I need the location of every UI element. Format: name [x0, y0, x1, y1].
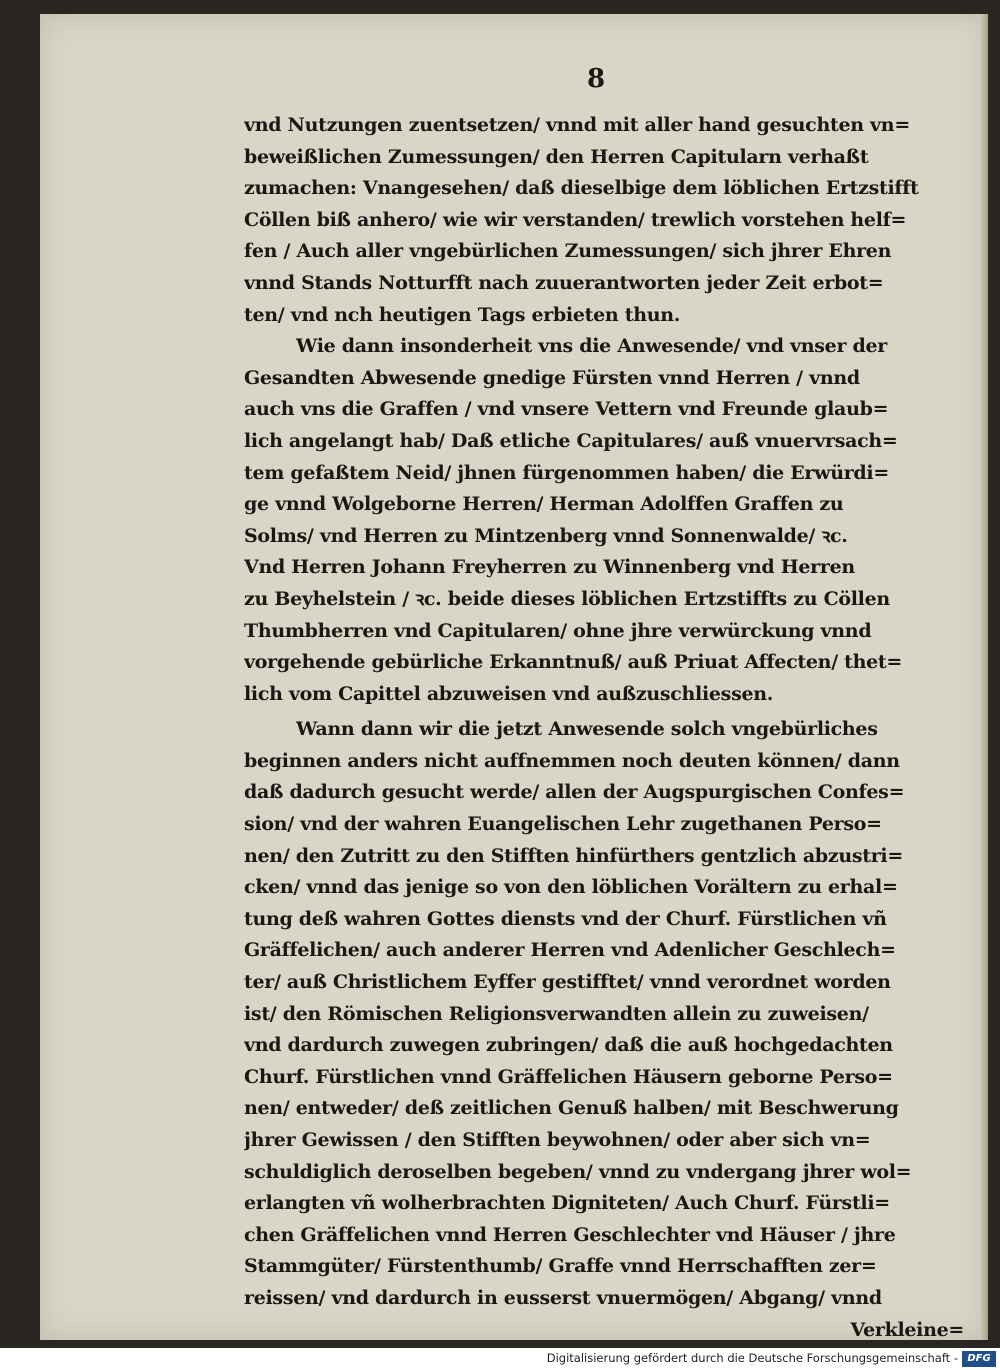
text-line: lich vom Capittel abzuweisen vnd außzuschliessen. [244, 682, 774, 705]
text-line: fen / Auch aller vngebürlichen Zumessungen/ sich jhrer Ehren [244, 240, 892, 263]
text-line: vnd dardurch zuwegen zubringen/ daß die auß hochgedachten [244, 1034, 893, 1057]
text-line: vorgehende gebürliche Erkanntnuß/ auß Priuat Affecten/ thet= [244, 651, 903, 674]
text-line: vnnd Stands Notturfft nach zuuerantworten jeder Zeit erbot= [244, 271, 884, 294]
text-line: Cöllen biß anhero/ wie wir verstanden/ trewlich vorstehen helf= [244, 208, 907, 231]
text-line: reissen/ vnd dardurch in eusserst vnuermögen/ Abgang/ vnnd [244, 1286, 882, 1309]
text-line: ist/ den Römischen Religionsverwandten allein zu zuweisen/ [244, 1002, 869, 1025]
text-line: Thumbherren vnd Capitularen/ ohne jhre verwürckung vnnd [244, 619, 872, 642]
text-line: zumachen: Vnangesehen/ daß dieselbige dem löblichen Ertzstifft [244, 177, 919, 200]
page-number: 8 [586, 64, 606, 94]
text-line: Wie dann insonderheit vns die Anwesende/ vnd vnser der [296, 335, 887, 358]
text-line: ge vnnd Wolgeborne Herren/ Herman Adolffen Graffen zu [244, 493, 844, 516]
text-line: Vnd Herren Johann Freyherren zu Winnenberg vnd Herren [244, 556, 855, 579]
text-line: beginnen anders nicht auffnemmen noch deuten können/ dann [244, 749, 900, 772]
text-line: auch vns die Graffen / vnd vnsere Vettern vnd Freunde glaub= [244, 398, 889, 421]
text-line: schuldiglich deroselben begeben/ vnnd zu vndergang jhrer wol= [244, 1160, 912, 1183]
text-line: vnd Nutzungen zuentsetzen/ vnnd mit aller hand gesuchten vn= [244, 114, 910, 136]
text-line: zu Beyhelstein / ꝛc. beide dieses löblichen Ertzstiffts zu Cöllen [244, 587, 890, 610]
body-text [244, 110, 964, 1346]
text-line: Gräffelichen/ auch anderer Herren vnd Adenlicher Geschlech= [244, 939, 896, 962]
text-line: beweißlichen Zumessungen/ den Herren Capitularn verhaßt [244, 145, 869, 168]
text-line: cken/ vnnd das jenige so von den löblichen Vorältern zu erhal= [244, 876, 898, 899]
text-line: daß dadurch gesucht werde/ allen der Augspurgischen Confes= [244, 781, 905, 804]
text-line: lich angelangt hab/ Daß etliche Capitulares/ auß vnuervrsach= [244, 429, 898, 452]
text-line: tung deß wahren Gottes diensts vnd der Churf. Fürstlichen vñ [244, 907, 887, 930]
text-line: chen Gräffelichen vnnd Herren Geschlechter vnd Häuser / jhre [244, 1223, 896, 1246]
text-line: Stammgüter/ Fürstenthumb/ Graffe vnnd Herrschafften zer= [244, 1255, 877, 1278]
footer-bar [0, 1348, 1000, 1370]
text-line: tem gefaßtem Neid/ jhnen fürgenommen haben/ die Erwürdi= [244, 461, 889, 484]
text-line: Gesandten Abwesende gnedige Fürsten vnnd Herren / vnnd [244, 366, 860, 389]
text-line: ten/ vnd nch heutigen Tags erbieten thun. [244, 303, 681, 326]
text-line: nen/ den Zutritt zu den Stifften hinfürthers gentzlich abzustri= [244, 844, 903, 867]
text-line: ter/ auß Christlichem Eyffer gestifftet/ vnnd verordnet worden [244, 971, 891, 994]
text-line: Solms/ vnd Herren zu Mintzenberg vnnd Sonnenwalde/ ꝛc. [244, 524, 848, 547]
text-line: sion/ vnd der wahren Euangelischen Lehr zugethanen Perso= [244, 813, 882, 836]
text-line: jhrer Gewissen / den Stifften beywohnen/ oder aber sich vn= [244, 1129, 871, 1151]
text-line: nen/ entweder/ deß zeitlichen Genuß halben/ mit Beschwerung [244, 1097, 899, 1120]
funding-notice: Digitalisierung gefördert durch die Deutsche Forschungsgemeinschaft - [546, 1351, 958, 1365]
text-line: erlangten vñ wolherbrachten Digniteten/ Auch Churf. Fürstli= [244, 1192, 890, 1215]
text-line: Churf. Fürstlichen vnnd Gräffelichen Häusern geborne Perso= [244, 1065, 893, 1088]
text-line: Verkleine= [850, 1318, 964, 1341]
dfg-logo: DFG [962, 1351, 996, 1367]
page-edge [980, 14, 988, 1340]
text-line: Wann dann wir die jetzt Anwesende solch vngebürliches [296, 718, 878, 741]
